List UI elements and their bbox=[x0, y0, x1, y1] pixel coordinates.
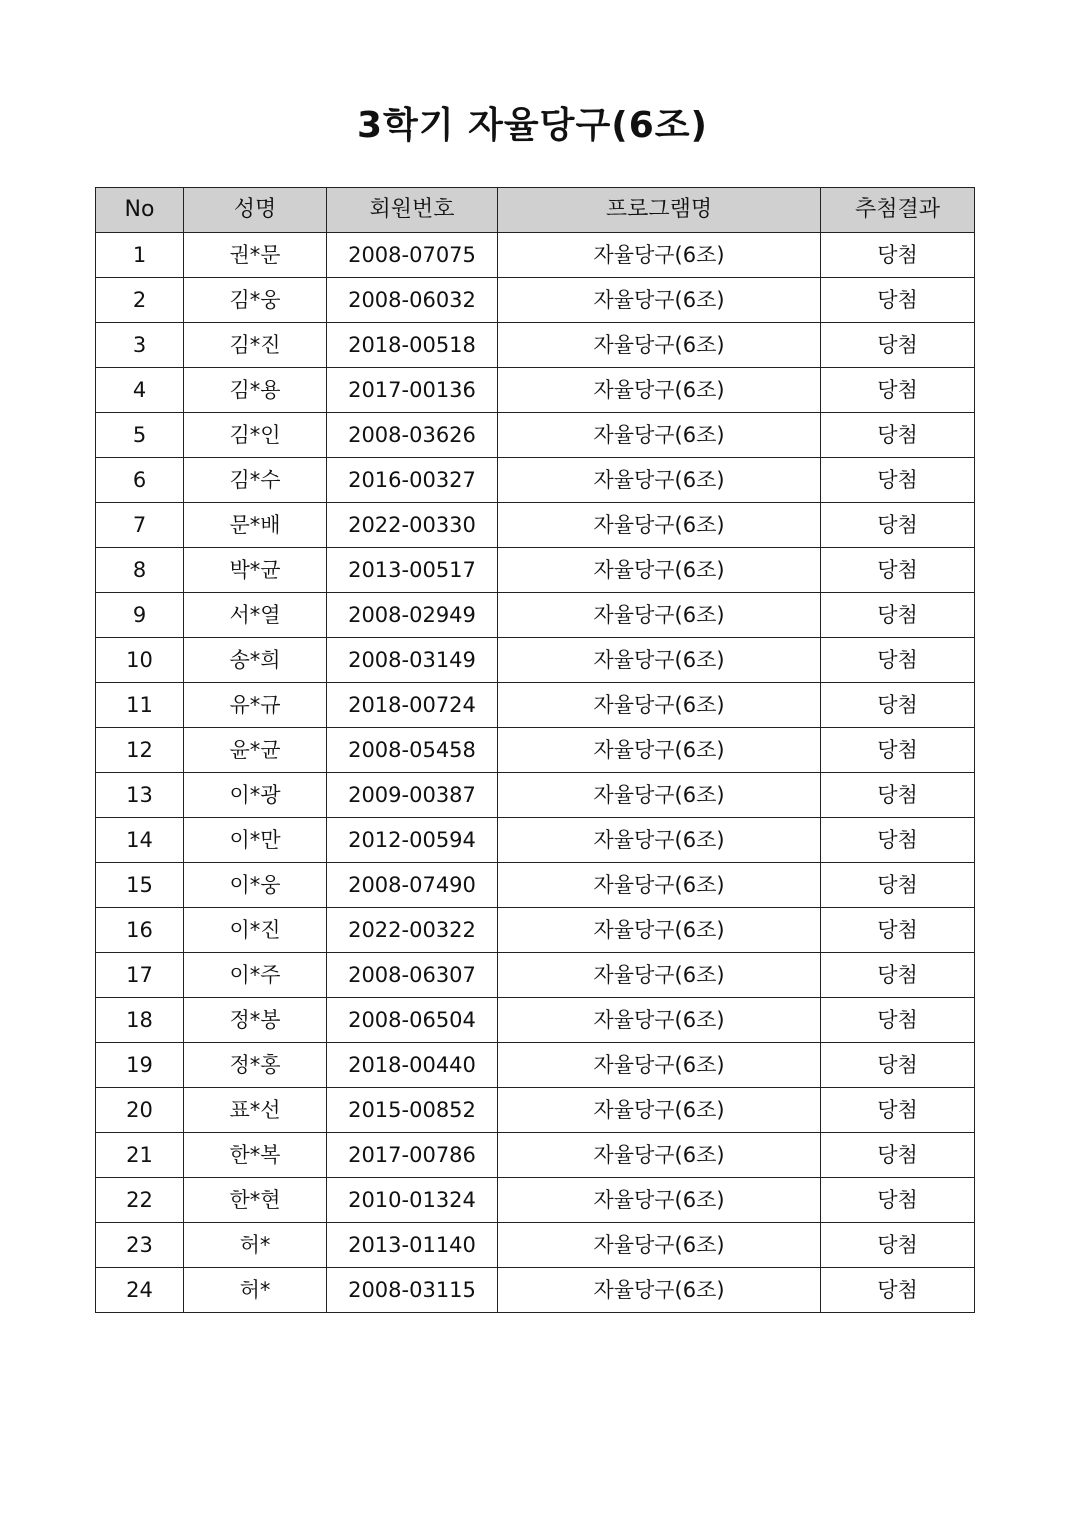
cell-no: 4 bbox=[96, 368, 184, 413]
cell-result: 당첨 bbox=[821, 368, 975, 413]
cell-name: 이*만 bbox=[184, 818, 327, 863]
cell-member-id: 2009-00387 bbox=[327, 773, 498, 818]
cell-member-id: 2008-03149 bbox=[327, 638, 498, 683]
table-row bbox=[96, 863, 975, 908]
cell-no: 10 bbox=[96, 638, 184, 683]
cell-member-id: 2008-06504 bbox=[327, 998, 498, 1043]
cell-result: 당첨 bbox=[821, 728, 975, 773]
lottery-results-table bbox=[95, 187, 975, 1313]
cell-program: 자율당구(6조) bbox=[498, 1133, 821, 1178]
column-header-name: 성명 bbox=[184, 188, 327, 233]
cell-name: 표*선 bbox=[184, 1088, 327, 1133]
cell-no: 14 bbox=[96, 818, 184, 863]
cell-no: 24 bbox=[96, 1268, 184, 1313]
column-header-result: 추첨결과 bbox=[821, 188, 975, 233]
cell-result: 당첨 bbox=[821, 458, 975, 503]
cell-member-id: 2018-00440 bbox=[327, 1043, 498, 1088]
cell-no: 17 bbox=[96, 953, 184, 998]
cell-member-id: 2018-00518 bbox=[327, 323, 498, 368]
cell-program: 자율당구(6조) bbox=[498, 458, 821, 503]
cell-no: 2 bbox=[96, 278, 184, 323]
table-row bbox=[96, 233, 975, 278]
cell-member-id: 2012-00594 bbox=[327, 818, 498, 863]
cell-program: 자율당구(6조) bbox=[498, 818, 821, 863]
cell-result: 당첨 bbox=[821, 818, 975, 863]
table-row bbox=[96, 593, 975, 638]
table-row bbox=[96, 1223, 975, 1268]
cell-result: 당첨 bbox=[821, 278, 975, 323]
cell-name: 서*열 bbox=[184, 593, 327, 638]
cell-result: 당첨 bbox=[821, 1088, 975, 1133]
cell-program: 자율당구(6조) bbox=[498, 278, 821, 323]
column-header-program: 프로그램명 bbox=[498, 188, 821, 233]
cell-program: 자율당구(6조) bbox=[498, 233, 821, 278]
cell-result: 당첨 bbox=[821, 1133, 975, 1178]
cell-no: 8 bbox=[96, 548, 184, 593]
cell-program: 자율당구(6조) bbox=[498, 593, 821, 638]
table-row bbox=[96, 908, 975, 953]
cell-result: 당첨 bbox=[821, 953, 975, 998]
cell-program: 자율당구(6조) bbox=[498, 908, 821, 953]
cell-no: 15 bbox=[96, 863, 184, 908]
table-row bbox=[96, 1043, 975, 1088]
cell-program: 자율당구(6조) bbox=[498, 1088, 821, 1133]
cell-member-id: 2017-00136 bbox=[327, 368, 498, 413]
cell-member-id: 2008-03115 bbox=[327, 1268, 498, 1313]
cell-no: 16 bbox=[96, 908, 184, 953]
cell-result: 당첨 bbox=[821, 1043, 975, 1088]
cell-no: 23 bbox=[96, 1223, 184, 1268]
table-row bbox=[96, 458, 975, 503]
cell-no: 19 bbox=[96, 1043, 184, 1088]
table-row bbox=[96, 998, 975, 1043]
table-row bbox=[96, 1088, 975, 1133]
cell-program: 자율당구(6조) bbox=[498, 1223, 821, 1268]
cell-result: 당첨 bbox=[821, 503, 975, 548]
cell-no: 5 bbox=[96, 413, 184, 458]
cell-result: 당첨 bbox=[821, 323, 975, 368]
cell-result: 당첨 bbox=[821, 998, 975, 1043]
table-body bbox=[96, 233, 975, 1313]
cell-member-id: 2022-00322 bbox=[327, 908, 498, 953]
cell-program: 자율당구(6조) bbox=[498, 683, 821, 728]
cell-member-id: 2008-05458 bbox=[327, 728, 498, 773]
cell-result: 당첨 bbox=[821, 1268, 975, 1313]
column-header-member-id: 회원번호 bbox=[327, 188, 498, 233]
cell-no: 18 bbox=[96, 998, 184, 1043]
cell-program: 자율당구(6조) bbox=[498, 953, 821, 998]
cell-program: 자율당구(6조) bbox=[498, 1178, 821, 1223]
cell-program: 자율당구(6조) bbox=[498, 1268, 821, 1313]
cell-name: 한*현 bbox=[184, 1178, 327, 1223]
cell-name: 김*웅 bbox=[184, 278, 327, 323]
cell-result: 당첨 bbox=[821, 413, 975, 458]
cell-no: 11 bbox=[96, 683, 184, 728]
cell-name: 김*인 bbox=[184, 413, 327, 458]
cell-result: 당첨 bbox=[821, 233, 975, 278]
table-row bbox=[96, 1268, 975, 1313]
cell-result: 당첨 bbox=[821, 908, 975, 953]
page-title: 3학기 자율당구(6조) bbox=[357, 105, 708, 146]
cell-result: 당첨 bbox=[821, 548, 975, 593]
header-row bbox=[96, 188, 975, 233]
cell-name: 허* bbox=[184, 1223, 327, 1268]
table-row bbox=[96, 638, 975, 683]
cell-name: 박*균 bbox=[184, 548, 327, 593]
cell-program: 자율당구(6조) bbox=[498, 638, 821, 683]
cell-member-id: 2022-00330 bbox=[327, 503, 498, 548]
cell-name: 한*복 bbox=[184, 1133, 327, 1178]
table-row bbox=[96, 818, 975, 863]
cell-result: 당첨 bbox=[821, 1178, 975, 1223]
cell-name: 허* bbox=[184, 1268, 327, 1313]
table-row bbox=[96, 953, 975, 998]
cell-name: 김*용 bbox=[184, 368, 327, 413]
table-row bbox=[96, 1133, 975, 1178]
cell-member-id: 2018-00724 bbox=[327, 683, 498, 728]
cell-no: 3 bbox=[96, 323, 184, 368]
cell-result: 당첨 bbox=[821, 683, 975, 728]
cell-name: 정*봉 bbox=[184, 998, 327, 1043]
cell-member-id: 2013-01140 bbox=[327, 1223, 498, 1268]
table-row bbox=[96, 728, 975, 773]
cell-program: 자율당구(6조) bbox=[498, 863, 821, 908]
table-row bbox=[96, 368, 975, 413]
cell-name: 김*수 bbox=[184, 458, 327, 503]
cell-name: 윤*균 bbox=[184, 728, 327, 773]
cell-result: 당첨 bbox=[821, 1223, 975, 1268]
cell-member-id: 2015-00852 bbox=[327, 1088, 498, 1133]
cell-result: 당첨 bbox=[821, 863, 975, 908]
cell-program: 자율당구(6조) bbox=[498, 548, 821, 593]
cell-program: 자율당구(6조) bbox=[498, 368, 821, 413]
cell-member-id: 2008-06032 bbox=[327, 278, 498, 323]
cell-no: 6 bbox=[96, 458, 184, 503]
cell-no: 22 bbox=[96, 1178, 184, 1223]
table-row bbox=[96, 323, 975, 368]
cell-name: 김*진 bbox=[184, 323, 327, 368]
column-header-no: No bbox=[96, 188, 184, 233]
cell-member-id: 2008-02949 bbox=[327, 593, 498, 638]
cell-no: 13 bbox=[96, 773, 184, 818]
cell-no: 7 bbox=[96, 503, 184, 548]
cell-member-id: 2008-07075 bbox=[327, 233, 498, 278]
table-row bbox=[96, 278, 975, 323]
cell-member-id: 2017-00786 bbox=[327, 1133, 498, 1178]
cell-member-id: 2010-01324 bbox=[327, 1178, 498, 1223]
cell-result: 당첨 bbox=[821, 593, 975, 638]
cell-program: 자율당구(6조) bbox=[498, 998, 821, 1043]
cell-program: 자율당구(6조) bbox=[498, 323, 821, 368]
cell-program: 자율당구(6조) bbox=[498, 413, 821, 458]
cell-member-id: 2008-06307 bbox=[327, 953, 498, 998]
cell-member-id: 2013-00517 bbox=[327, 548, 498, 593]
cell-name: 유*규 bbox=[184, 683, 327, 728]
cell-no: 20 bbox=[96, 1088, 184, 1133]
cell-no: 1 bbox=[96, 233, 184, 278]
cell-no: 12 bbox=[96, 728, 184, 773]
cell-name: 이*웅 bbox=[184, 863, 327, 908]
table-row bbox=[96, 413, 975, 458]
cell-no: 9 bbox=[96, 593, 184, 638]
cell-name: 정*홍 bbox=[184, 1043, 327, 1088]
cell-name: 문*배 bbox=[184, 503, 327, 548]
cell-member-id: 2008-03626 bbox=[327, 413, 498, 458]
cell-member-id: 2008-07490 bbox=[327, 863, 498, 908]
table-row bbox=[96, 683, 975, 728]
table-row bbox=[96, 1178, 975, 1223]
cell-name: 이*진 bbox=[184, 908, 327, 953]
cell-program: 자율당구(6조) bbox=[498, 503, 821, 548]
cell-program: 자율당구(6조) bbox=[498, 1043, 821, 1088]
cell-name: 이*광 bbox=[184, 773, 327, 818]
table-row bbox=[96, 773, 975, 818]
cell-result: 당첨 bbox=[821, 638, 975, 683]
cell-member-id: 2016-00327 bbox=[327, 458, 498, 503]
cell-program: 자율당구(6조) bbox=[498, 773, 821, 818]
cell-no: 21 bbox=[96, 1133, 184, 1178]
cell-name: 송*희 bbox=[184, 638, 327, 683]
cell-program: 자율당구(6조) bbox=[498, 728, 821, 773]
cell-name: 이*주 bbox=[184, 953, 327, 998]
table-row bbox=[96, 548, 975, 593]
table-row bbox=[96, 503, 975, 548]
cell-name: 권*문 bbox=[184, 233, 327, 278]
cell-result: 당첨 bbox=[821, 773, 975, 818]
